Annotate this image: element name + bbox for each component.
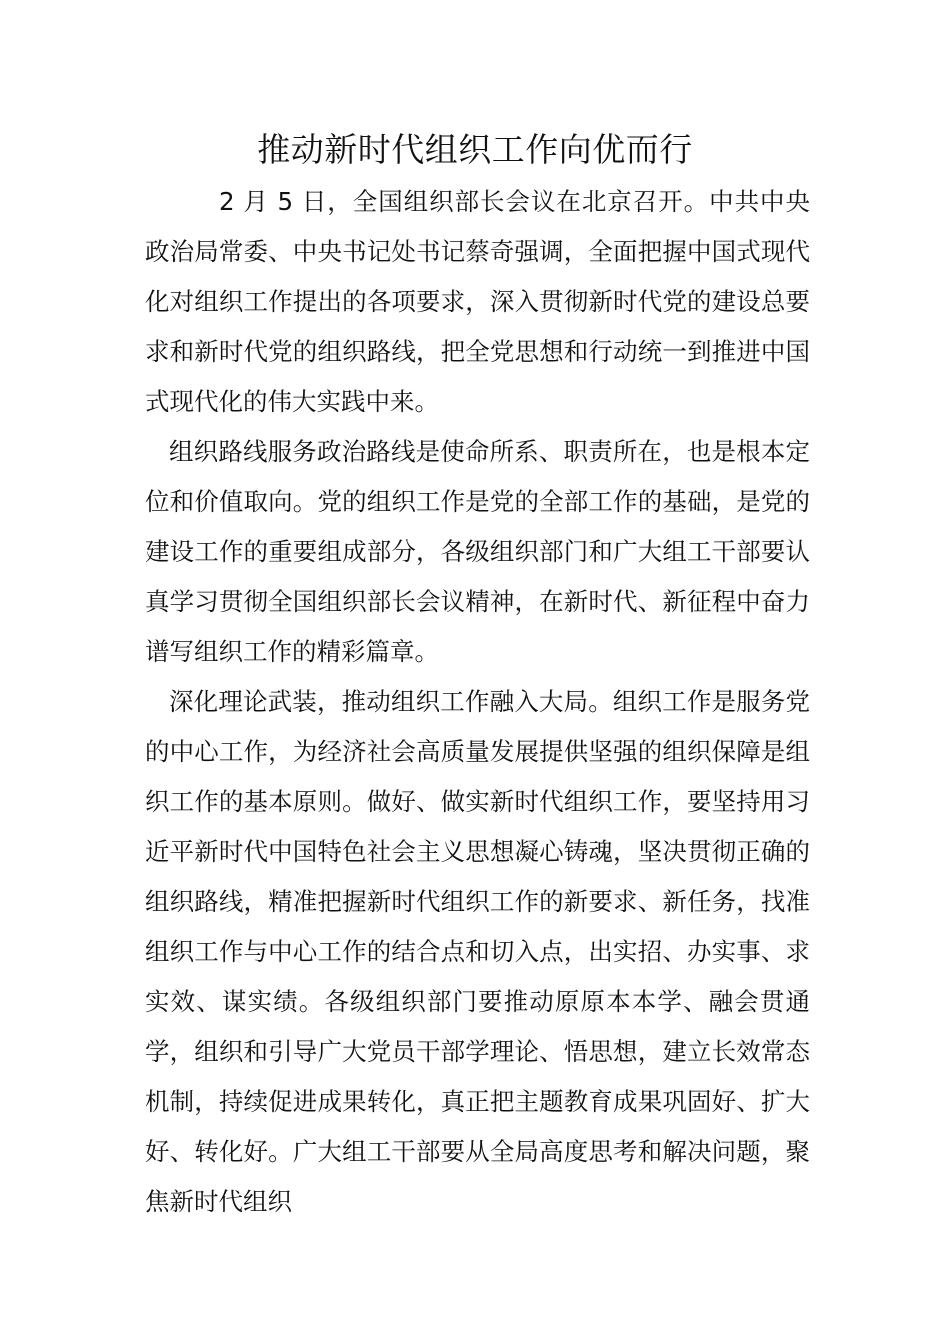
document-title: 推动新时代组织工作向优而行 xyxy=(257,130,693,169)
paragraph-organizational-line: 组织路线服务政治路线是使命所系、职责所在，也是根本定位和价值取向。党的组织工作是党的全部工作的基础，是党的建设工作的重要组成部分，各级组织部门和广大组工干部要认真学习贯彻全国组织部长会议精神，在新时代、新征程中奋力谱写组织工作的精彩篇章。 xyxy=(145,437,810,666)
document-body xyxy=(145,177,810,1227)
paragraph-theory-armament: 深化理论武装，推动组织工作融入大局。组织工作是服务党的中心工作，为经济社会高质量发展提供坚强的组织保障是组织工作的基本原则。做好、做实新时代组织工作，要坚持用习近平新时代中国特色社会主义思想凝心铸魂，坚决贯彻正确的组织路线，精准把握新时代组织工作的新要求、新任务，找准组织工作与中心工作的结合点和切入点，出实招、办实事、求实效、谋实绩。各级组织部门要推动原原本本学、融会贯通学，组织和引导广大党员干部学理论、悟思想，建立长效常态机制，持续促进成果转化，真正把主题教育成果巩固好、扩大好、转化好。广大组工干部要从全局高度思考和解决问题，聚焦新时代组织 xyxy=(145,687,810,1216)
paragraph-intro: 2 月 5 日，全国组织部长会议在北京召开。中共中央政治局常委、中央书记处书记蔡奇强调，全面把握中国式现代化对组织工作提出的各项要求，深入贯彻新时代党的建设总要求和新时代党的组织路线，把全党思想和行动统一到推进中国式现代化的伟大实践中来。 xyxy=(145,187,810,416)
